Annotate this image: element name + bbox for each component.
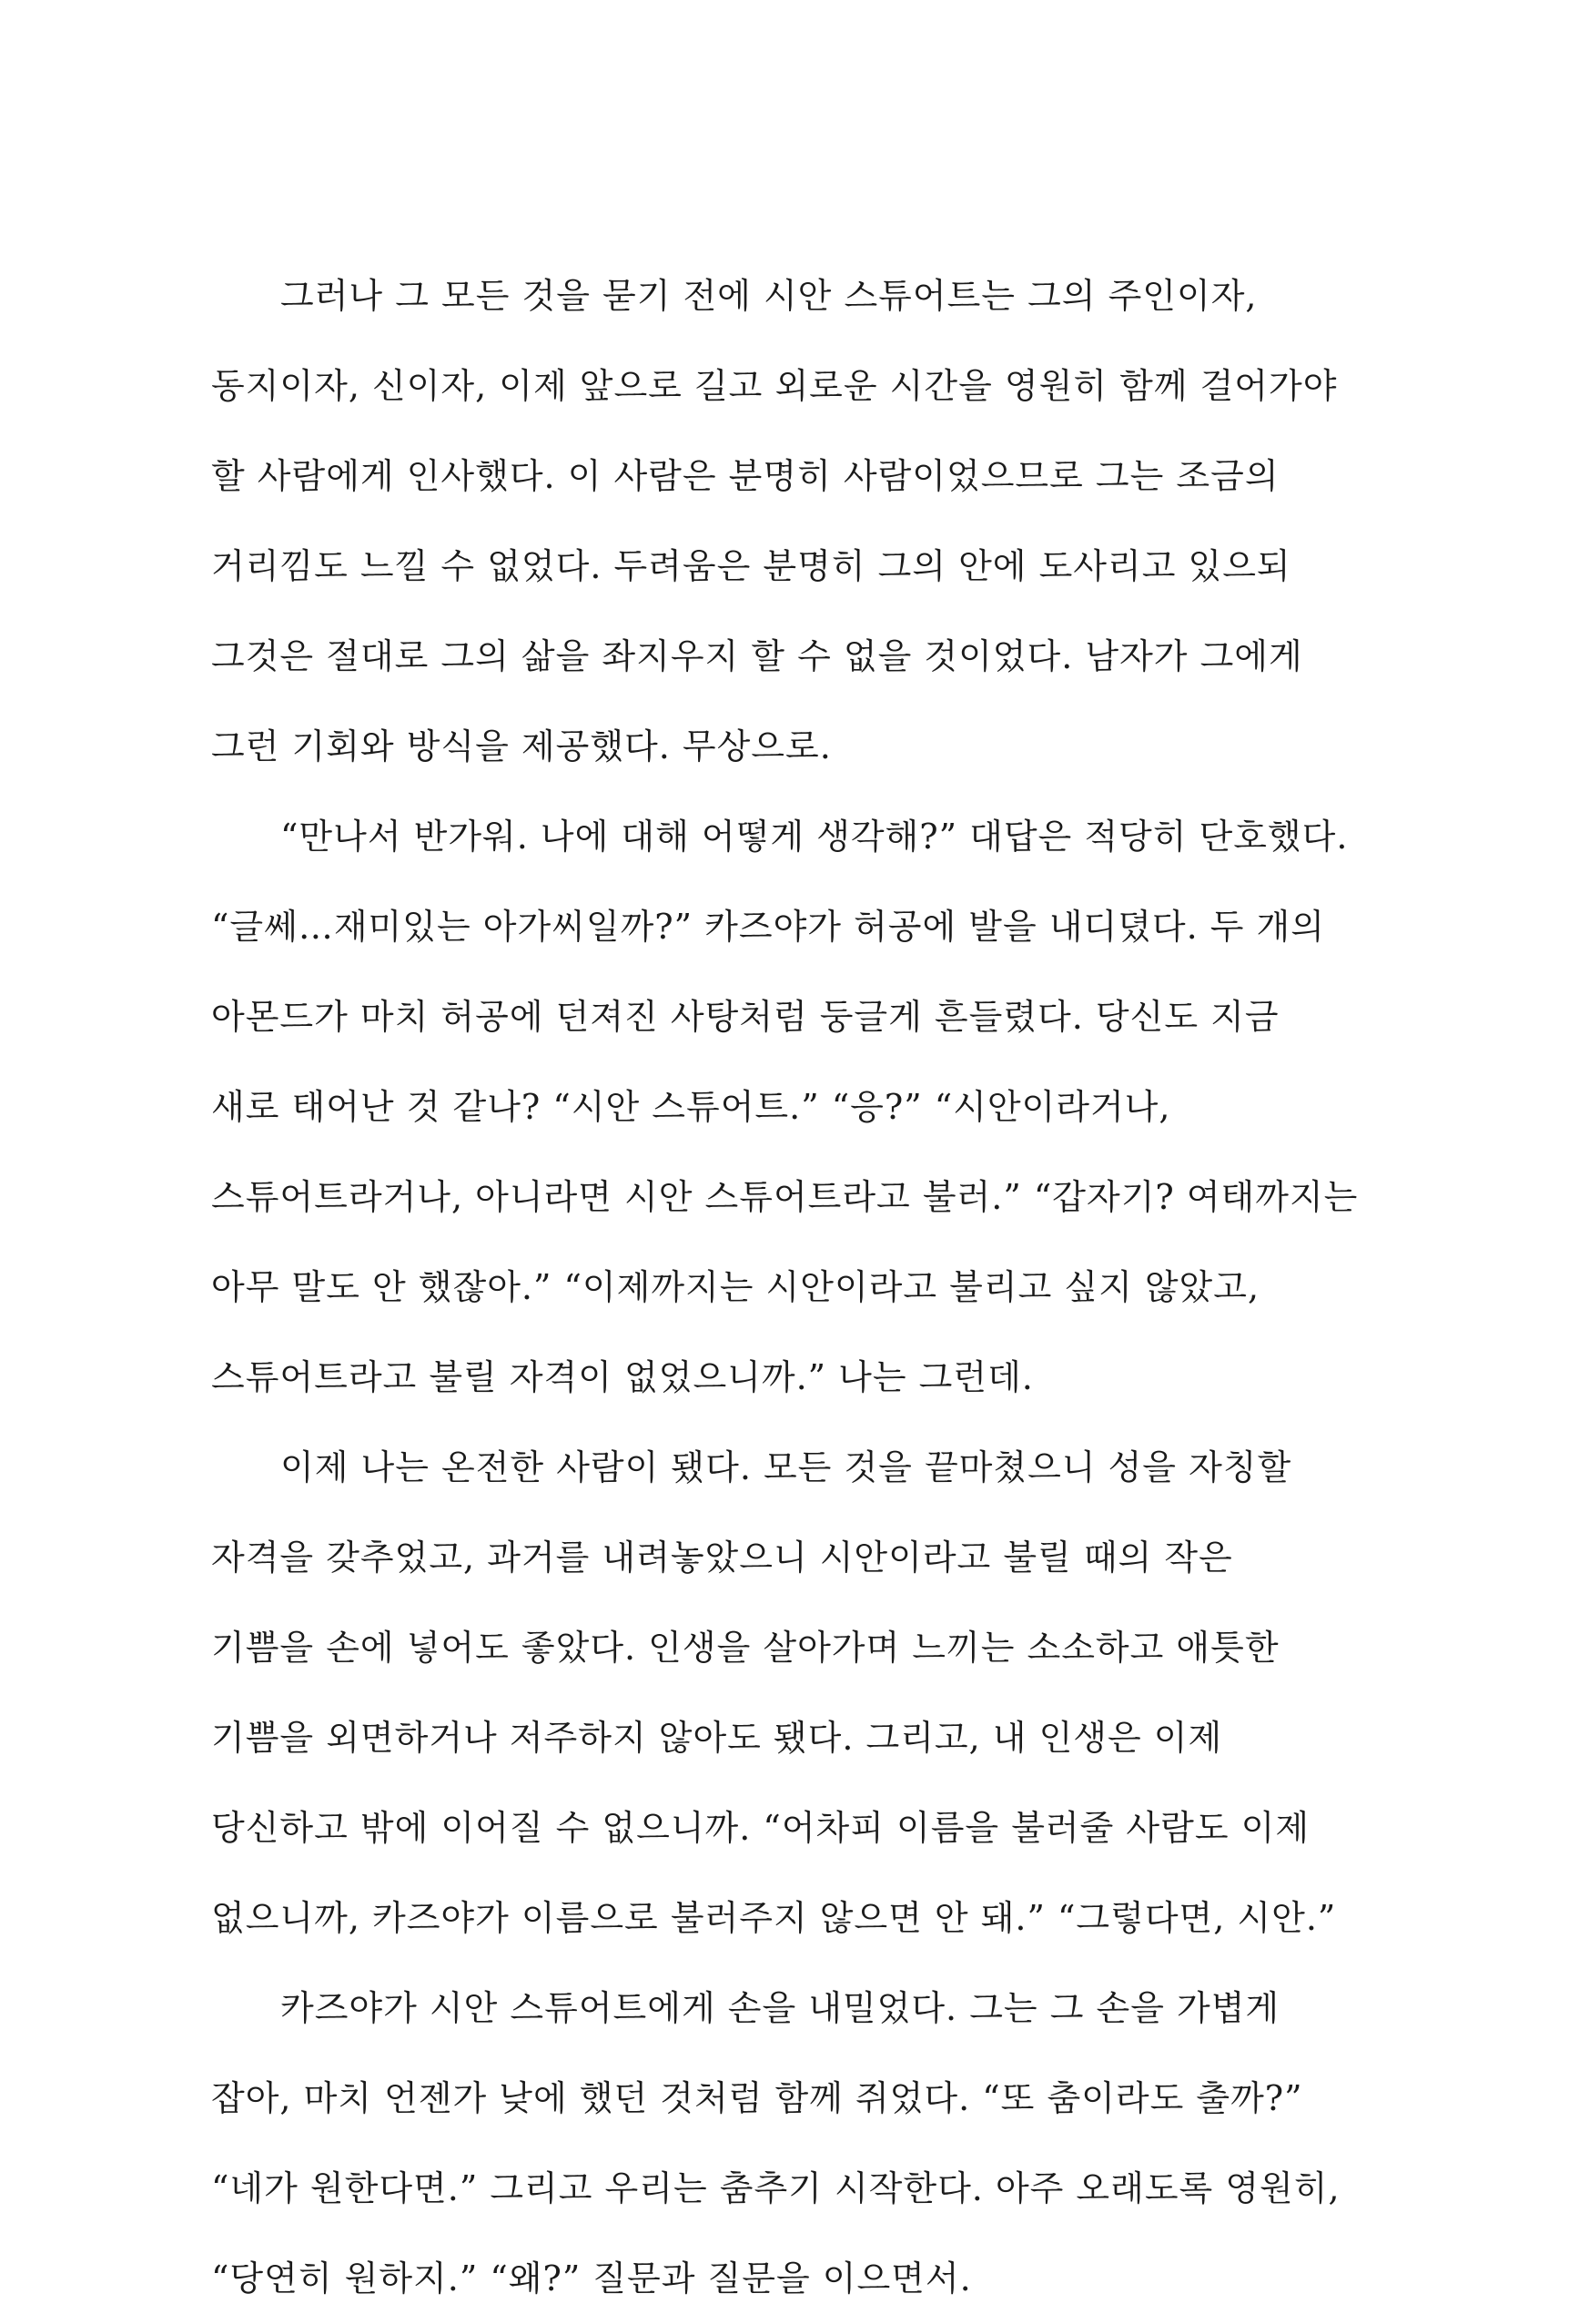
text-line: 새로 태어난 것 같나? “시안 스튜어트.” “응?” “시안이라거나, xyxy=(211,1087,1171,1127)
text-line: 거리낌도 느낄 수 없었다. 두려움은 분명히 그의 안에 도사리고 있으되 xyxy=(211,546,1291,586)
text-line: “글쎄…재미있는 아가씨일까?” 카즈야가 허공에 발을 내디뎠다. 두 개의 xyxy=(211,907,1325,947)
text-line: 기쁨을 손에 넣어도 좋았다. 인생을 살아가며 느끼는 소소하고 애틋한 xyxy=(211,1628,1280,1668)
text-line: 카즈야가 시안 스튜어트에게 손을 내밀었다. 그는 그 손을 가볍게 xyxy=(280,1988,1280,2028)
text-line: 스튜어트라고 불릴 자격이 없었으니까.” 나는 그런데. xyxy=(211,1357,1034,1397)
text-line: 스튜어트라거나, 아니라면 시안 스튜어트라고 불러.” “갑자기? 여태까지는 xyxy=(211,1177,1359,1217)
text-line: 그런 기회와 방식을 제공했다. 무상으로. xyxy=(211,726,832,766)
text-line: “네가 원한다면.” 그리고 우리는 춤추기 시작한다. 아주 오래도록 영원히, xyxy=(211,2168,1341,2208)
text-line: 할 사람에게 인사했다. 이 사람은 분명히 사람이었으므로 그는 조금의 xyxy=(211,456,1280,496)
text-line: “당연히 원하지.” “왜?” 질문과 질문을 이으면서. xyxy=(211,2258,972,2299)
text-line: 아몬드가 마치 허공에 던져진 사탕처럼 둥글게 흔들렸다. 당신도 지금 xyxy=(211,997,1280,1037)
text-line: 아무 말도 안 했잖아.” “이제까지는 시안이라고 불리고 싶지 않았고, xyxy=(211,1267,1260,1307)
text-line: 이제 나는 온전한 사람이 됐다. 모든 것을 끝마쳤으니 성을 자칭할 xyxy=(280,1447,1292,1487)
text-line: “만나서 반가워. 나에 대해 어떻게 생각해?” 대답은 적당히 단호했다. xyxy=(280,817,1349,857)
text-line: 그것은 절대로 그의 삶을 좌지우지 할 수 없을 것이었다. 남자가 그에게 xyxy=(211,636,1303,676)
text-line: 자격을 갖추었고, 과거를 내려놓았으니 시안이라고 불릴 때의 작은 xyxy=(211,1537,1233,1578)
text-line: 잡아, 마치 언젠가 낮에 했던 것처럼 함께 쥐었다. “또 춤이라도 출까?” xyxy=(211,2078,1303,2118)
text-line: 당신하고 밖에 이어질 수 없으니까. “어차피 이름을 불러줄 사람도 이제 xyxy=(211,1808,1311,1848)
text-line: 기쁨을 외면하거나 저주하지 않아도 됐다. 그리고, 내 인생은 이제 xyxy=(211,1718,1223,1758)
text-line: 없으니까, 카즈야가 이름으로 불러주지 않으면 안 돼.” “그렇다면, 시안.” xyxy=(211,1898,1337,1938)
body-text xyxy=(211,251,1412,2324)
text-line: 동지이자, 신이자, 이제 앞으로 길고 외로운 시간을 영원히 함께 걸어가야 xyxy=(211,366,1338,406)
text-line: 그러나 그 모든 것을 묻기 전에 시안 스튜어트는 그의 주인이자, xyxy=(280,276,1258,316)
